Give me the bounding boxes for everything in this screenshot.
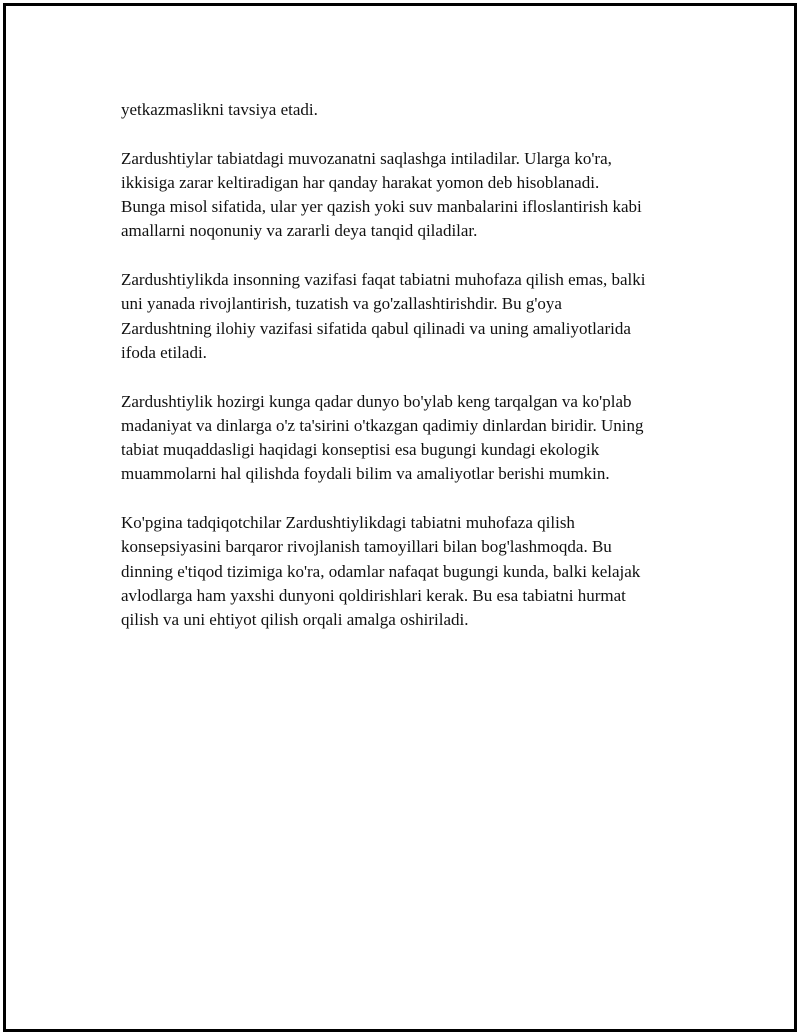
document-body — [121, 98, 711, 657]
paragraph-5: Ko'pgina tadqiqotchilar Zardushtiylikdagi tabiatni muhofaza qilish konsepsiyasini barqaror rivojlanish tamoyillari bilan bog'lashmoqda. Bu dinning e'tiqod tizimiga ko'ra, odamlar nafaqat bugungi kunda, balki kelajak avlodlarga ham yaxshi dunyoni qoldirishlari kerak. Bu esa tabiatni hurmat qilish va uni ehtiyot qilish orqali amalga oshiriladi. — [121, 513, 641, 630]
paragraph-1: yetkazmaslikni tavsiya etadi. — [121, 100, 318, 119]
paragraph-3: Zardushtiylikda insonning vazifasi faqat tabiatni muhofaza qilish emas, balki uni yanada rivojlantirish, tuzatish va go'zallashtirishdir. Bu g'oya Zardushtning ilohiy vazifasi sifatida qabul qilinadi va uning amaliyotlarida ifoda etiladi. — [121, 270, 646, 362]
paragraph-2: Zardushtiylar tabiatdagi muvozanatni saqlashga intiladilar. Ularga ko'ra, ikkisiga zarar keltiradigan har qanday harakat yomon deb hisoblanadi. Bunga misol sifatida, ular yer qazish yoki suv manbalarini ifloslantirish kabi amallarni noqonuniy va zararli deya tanqid qiladilar. — [121, 148, 642, 241]
paragraph-4: Zardushtiylik hozirgi kunga qadar dunyo bo'ylab keng tarqalgan va ko'plab madaniyat va dinlarga o'z ta'sirini o'tkazgan qadimiy dinlardan biridir. Uning tabiat muqaddasligi haqidagi konseptisi esa bugungi kundagi ekologik muammolarni hal qilishda foydali bilim va amaliyotlar berishi mumkin. — [121, 391, 644, 484]
document-page — [3, 3, 797, 1032]
